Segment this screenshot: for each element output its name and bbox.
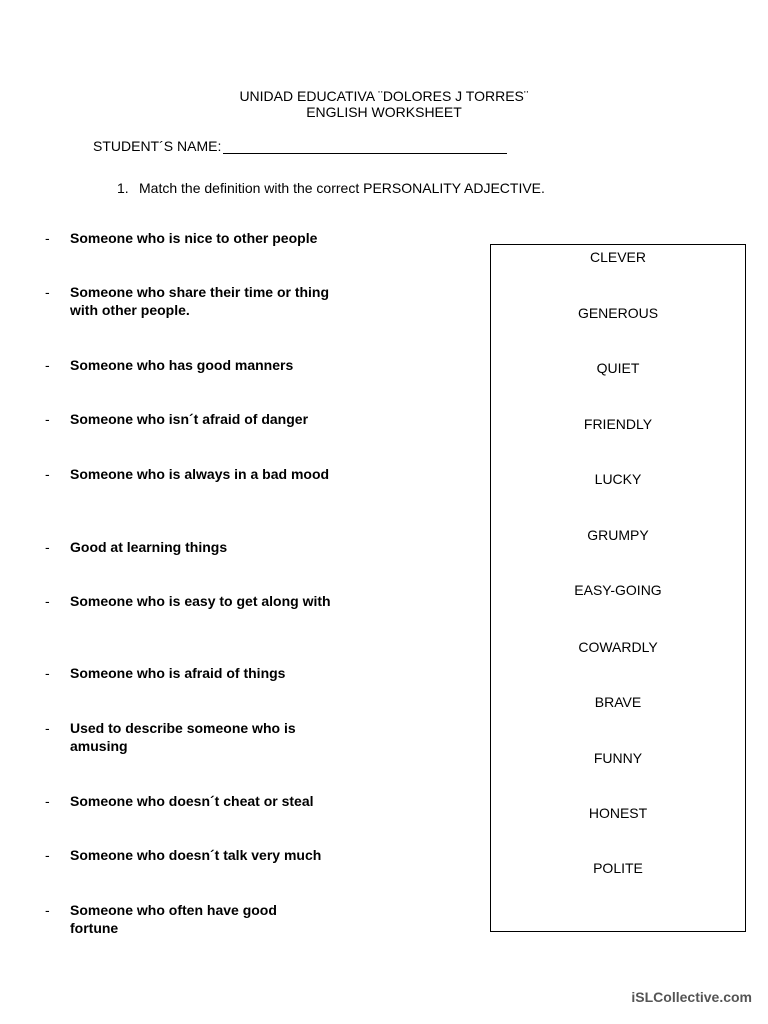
instruction [117,180,545,196]
adjective-item: POLITE [593,860,643,876]
list-dash: - [45,793,50,809]
definition-text: Someone who is nice to other people [70,230,318,246]
adjective-item: GRUMPY [587,527,649,543]
definition-text: Someone who share their time or thing with other people. [70,284,330,318]
adjective-item: QUIET [596,360,640,376]
definition-text: Someone who often have good fortune [70,902,277,936]
definition-text: Someone who doesn´t talk very much [70,847,322,863]
adjective-item: CLEVER [589,249,647,265]
adjective-item: LUCKY [594,471,642,487]
definition-text: Someone who is always in a bad mood [70,466,330,482]
list-dash: - [45,357,50,373]
list-dash: - [45,902,50,918]
list-dash: - [45,720,50,736]
adjective-item: FRIENDLY [583,416,653,432]
watermark: iSLCollective.com [631,989,752,1005]
instruction-number: 1. [117,180,129,196]
list-dash: - [45,284,50,300]
adjective-item: COWARDLY [578,639,658,655]
list-dash: - [45,230,50,246]
school-name: UNIDAD EDUCATIVA ¨DOLORES J TORRES¨ [239,88,529,104]
definition-text: Someone who is afraid of things [70,665,286,681]
definition-text: Good at learning things [70,539,228,555]
student-name-label: STUDENT´S NAME: [93,138,222,154]
definition-text: Used to describe someone who is amusing [70,720,296,754]
definition-text: Someone who is easy to get along with [70,593,331,609]
list-dash: - [45,847,50,863]
list-dash: - [45,539,50,555]
adjective-item: BRAVE [594,694,642,710]
list-dash: - [45,665,50,681]
adjective-item: FUNNY [593,750,643,766]
instruction-text: Match the definition with the correct PERSONALITY ADJECTIVE. [139,180,545,196]
student-name-field [93,138,507,154]
adjective-item: GENEROUS [577,305,659,321]
list-dash: - [45,593,50,609]
list-dash: - [45,411,50,427]
list-dash: - [45,466,50,482]
adjective-item: EASY-GOING [574,582,662,598]
student-name-blank [223,139,507,154]
adjective-item: HONEST [588,805,648,821]
worksheet-title: ENGLISH WORKSHEET [306,104,462,120]
definition-text: Someone who isn´t afraid of danger [70,411,309,427]
definition-text: Someone who doesn´t cheat or steal [70,793,314,809]
definition-text: Someone who has good manners [70,357,294,373]
